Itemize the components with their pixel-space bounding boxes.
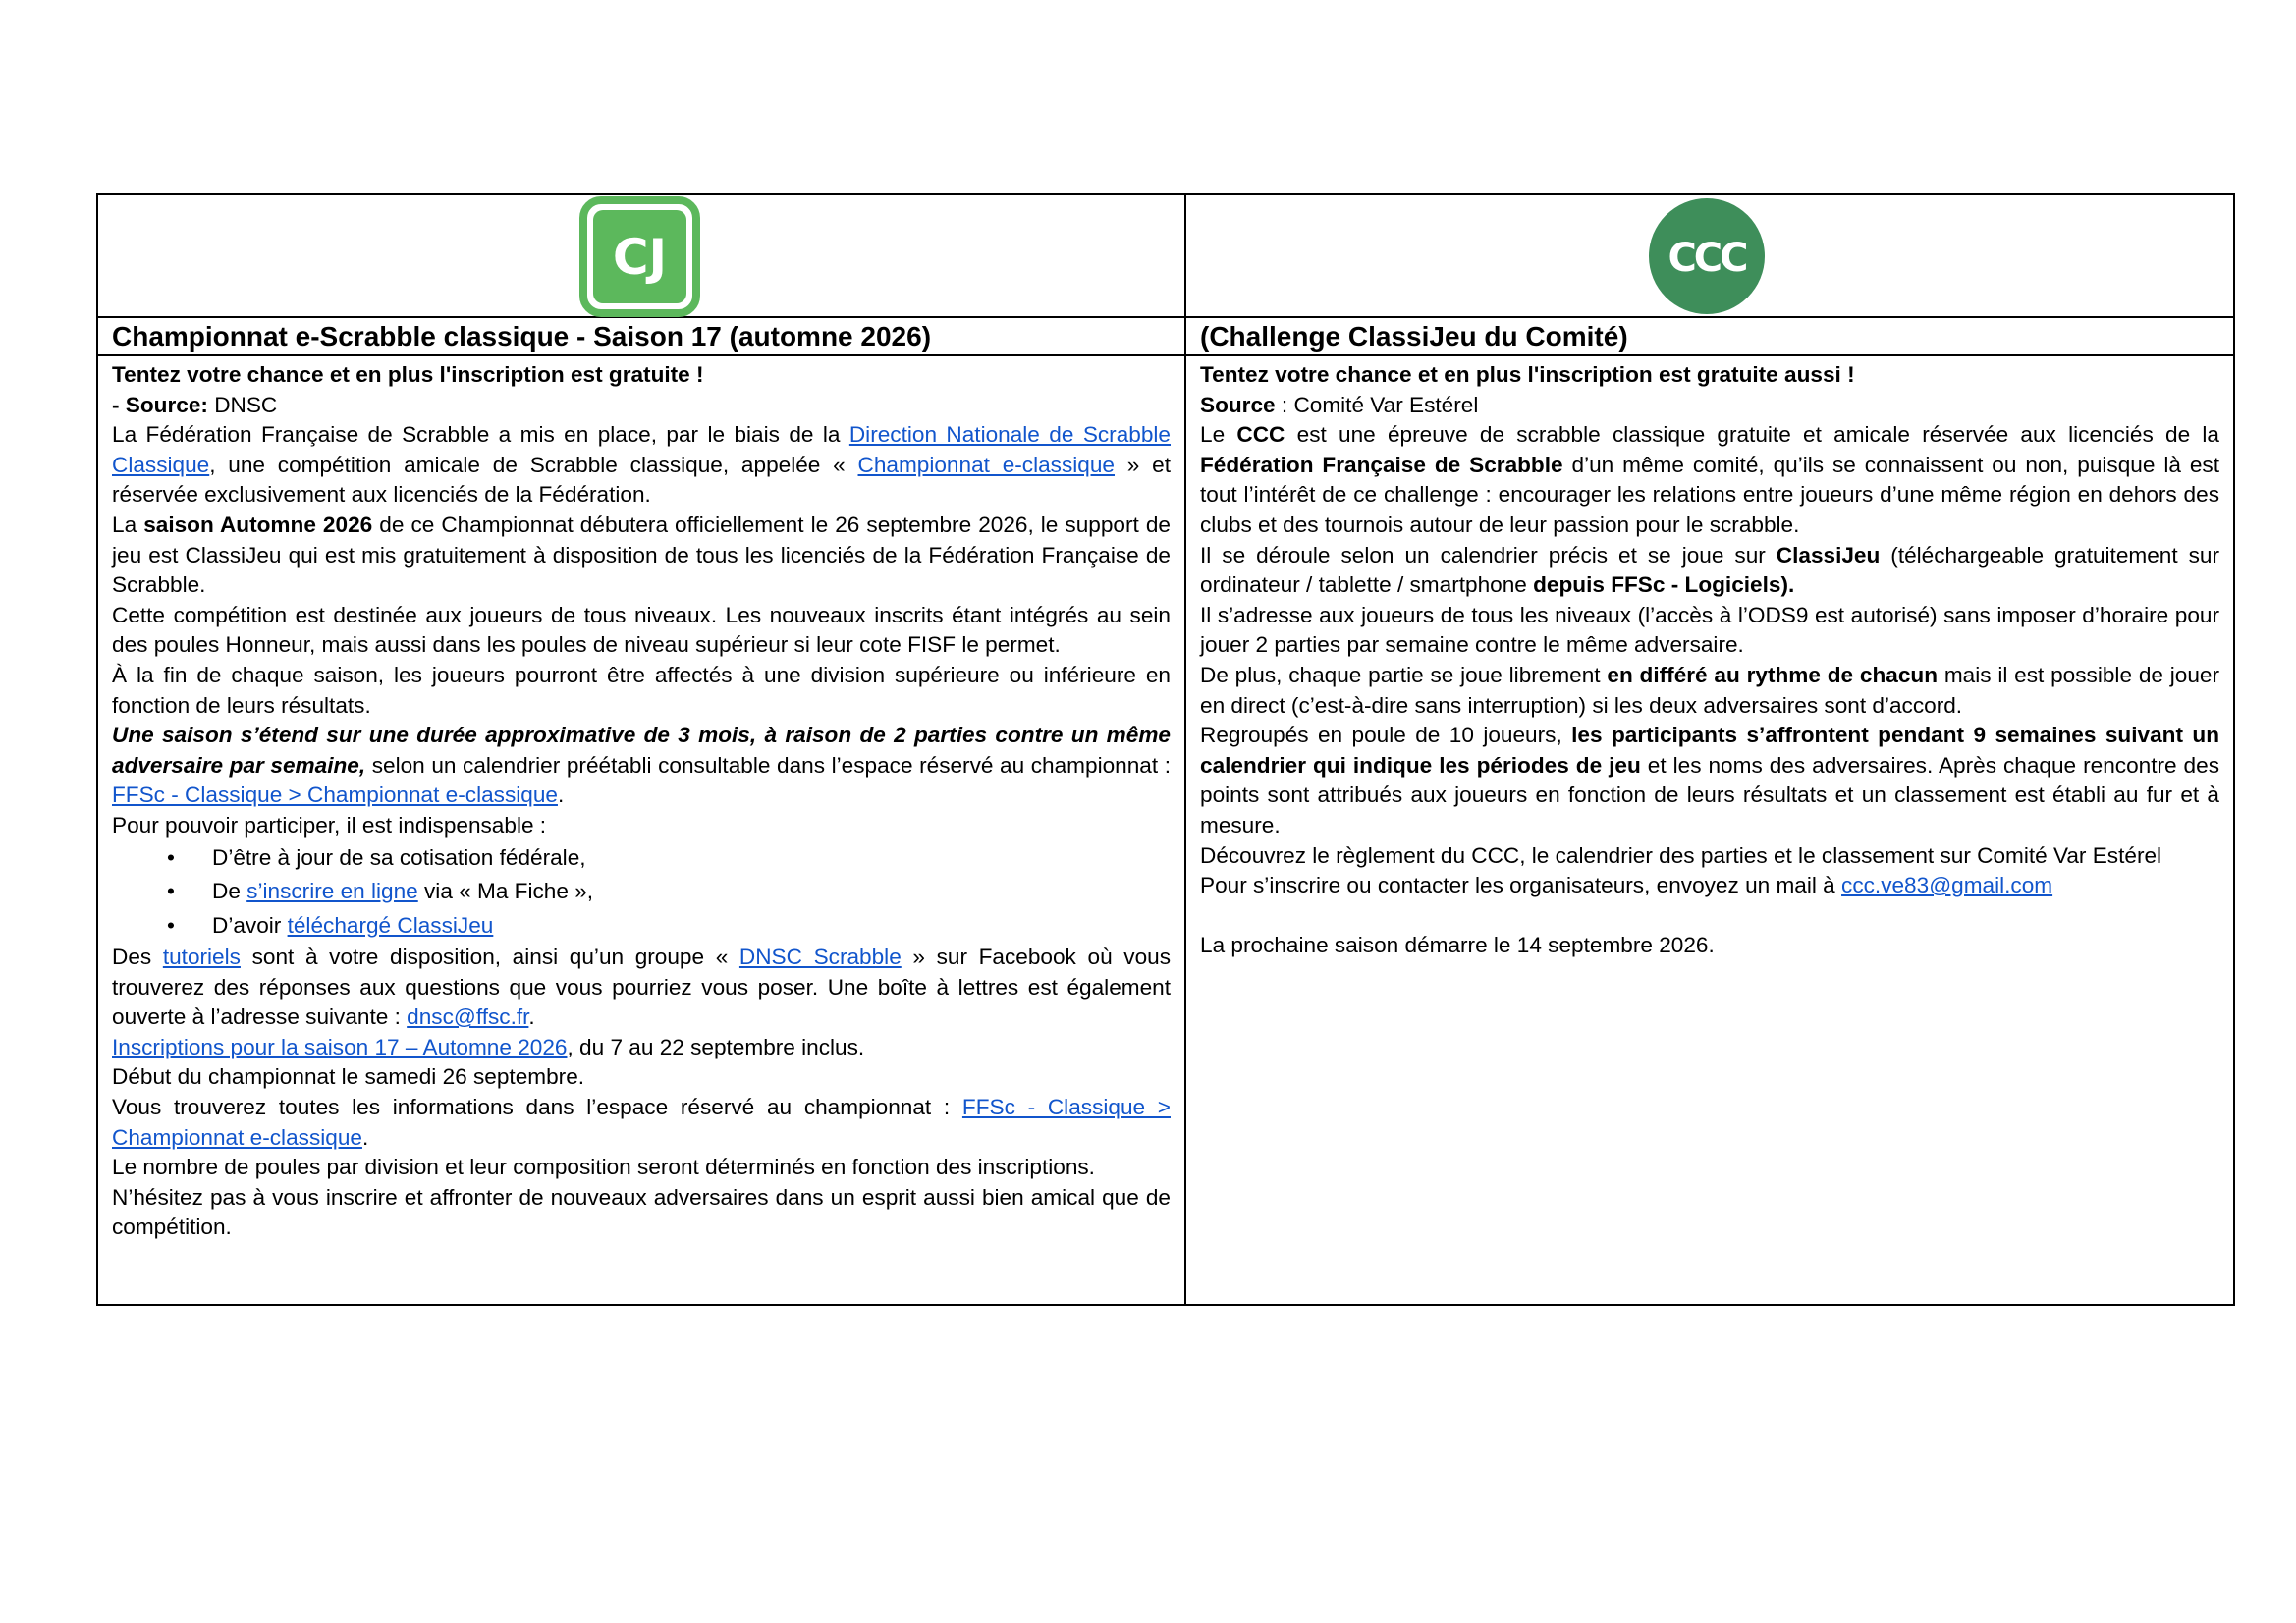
left-para-10: Vous trouverez toutes les informations dans l’espace réservé au championnat : FFSc - Classique > Championnat e-classique. [112, 1094, 1171, 1150]
ffsc-info-link[interactable]: FFSc - Classique > Championnat e-classique [112, 1094, 1171, 1150]
right-para-1: Le CCC est une épreuve de scrabble classique gratuite et amicale réservée aux licenciés de la Fédération Française de Scrabble d’un même comité, qu’ils se connaissent ou non, puisque là est tout l’intérêt de ce challenge : encourager les relations entre joueurs d’une même région en dehors des clubs et des tournois autour de leur passion pour le scrabble. [1200, 422, 2219, 537]
right-para-5: Regroupés en poule de 10 joueurs, les participants s’affrontent pendant 9 semaines suivant un calendrier qui indique les périodes de jeu et les noms des adversaires. Après chaque rencontre des points sont attribués aux joueurs en fonction de leurs résultats et un classement est établi au fur et à mesure. [1200, 723, 2219, 838]
left-para-11: Le nombre de poules par division et leur composition seront déterminés en fonction des inscriptions. [112, 1155, 1095, 1180]
left-para-1: La Fédération Française de Scrabble a mis en place, par le biais de la Direction Nationale de Scrabble Classique, une compétition amicale de Scrabble classique, appelée « Championnat e-classique » et réservée exclusivement aux licenciés de la Fédération. [112, 422, 1172, 508]
left-para-12: N’hésitez pas à vous inscrire et affronter de nouveaux adversaires dans un esprit aussi bien amical que de compétition. [112, 1184, 1171, 1240]
right-para-2: Il se déroule selon un calendrier précis et se joue sur ClassiJeu (téléchargeable gratuitement sur ordinateur / tablette / smartphone depuis FFSc - Logiciels). [1200, 542, 2219, 598]
left-para-6: Pour pouvoir participer, il est indispensable : [112, 812, 547, 838]
right-source: Source : Comité Var Estérel [1200, 392, 1479, 417]
right-para-4: De plus, chaque partie se joue librement en différé au rythme de chacun mais il est possible de jouer en direct (c’est-à-dire sans interruption) si les deux adversaires sont d’accord. [1200, 662, 2219, 718]
ffsc-calendar-link[interactable]: FFSc - Classique > Championnat e-classique [112, 783, 558, 808]
left-para-2: La saison Automne 2026 de ce Championnat débutera officiellement le 26 septembre 2026, le support de jeu est ClassiJeu qui est mis gratuitement à disposition de tous les licenciés de la Fédération Française de Scrabble. [112, 512, 1171, 598]
right-title: (Challenge ClassiJeu du Comité) [1185, 317, 2234, 355]
dnsc-email-link[interactable]: dnsc@ffsc.fr [407, 1004, 529, 1030]
cj-logo-text: CJ [612, 229, 668, 286]
list-item: • D’être à jour de sa cotisation fédérale, [212, 841, 1171, 876]
left-logo-cell [97, 194, 1185, 317]
left-source: - Source: DNSC [112, 392, 278, 417]
requirements-list [112, 841, 1171, 944]
right-body [1185, 355, 2234, 1305]
left-para-7: Des tutoriels sont à votre disposition, ainsi qu’un groupe « DNSC Scrabble » sur Facebook où vous trouverez des réponses aux questions que vous pourriez vous poser. Une boîte à lettres est également ouverte à l’adresse suivante : dnsc@ffsc.fr. [112, 945, 1171, 1030]
right-para-8: La prochaine saison démarre le 14 septembre 2026. [1200, 933, 1715, 958]
tutoriels-link[interactable]: tutoriels [162, 945, 241, 969]
spacer [1200, 901, 2219, 932]
info-table [96, 193, 2235, 1306]
left-title: Championnat e-Scrabble classique - Saison 17 (automne 2026) [97, 317, 1185, 355]
dnsc-facebook-link[interactable]: DNSC Scrabble [738, 945, 902, 969]
left-body [97, 355, 1185, 1305]
inscription-link[interactable]: s’inscrire en ligne [246, 879, 418, 903]
left-para-9: Début du championnat le samedi 26 septembre. [112, 1064, 585, 1090]
list-item: • D’avoir téléchargé ClassiJeu [212, 909, 1171, 944]
right-para-7: Pour s’inscrire ou contacter les organisateurs, envoyez un mail à ccc.ve83@gmail.com [1200, 873, 2053, 898]
left-para-4: À la fin de chaque saison, les joueurs pourront être affectés à une division supérieure ou inférieure en fonction de leurs résultats. [112, 662, 1171, 718]
left-tagline: Tentez votre chance et en plus l'inscription est gratuite ! [112, 362, 704, 387]
dnsc-link[interactable]: Direction Nationale de Scrabble Classique [112, 422, 1171, 477]
left-para-8: Inscriptions pour la saison 17 – Automne 2026, du 7 au 22 septembre inclus. [112, 1034, 865, 1059]
left-para-3: Cette compétition est destinée aux joueurs de tous niveaux. Les nouveaux inscrits étant intégrés au sein des poules Honneur, mais aussi dans les poules de niveau supérieur si leur cote FISF le permet. [112, 602, 1171, 658]
ccc-logo [1648, 197, 1766, 315]
cj-logo [579, 196, 700, 317]
right-logo-cell [1185, 194, 2234, 317]
download-classijeu-link[interactable]: téléchargé ClassiJeu [287, 912, 494, 938]
right-tagline: Tentez votre chance et en plus l'inscription est gratuite aussi ! [1200, 362, 1855, 387]
right-para-6: Découvrez le règlement du CCC, le calendrier des parties et le classement sur Comité Var Estérel [1200, 842, 2162, 868]
right-para-3: Il s’adresse aux joueurs de tous les niveaux (l’accès à l’ODS9 est autorisé) sans imposer d’horaire pour jouer 2 parties par semaine contre le même adversaire. [1200, 602, 2219, 658]
list-item: • De s’inscrire en ligne via « Ma Fiche », [212, 875, 1171, 909]
ccc-email-link[interactable]: ccc.ve83@gmail.com [1841, 873, 2053, 898]
left-para-5: Une saison s’étend sur une durée approximative de 3 mois, à raison de 2 parties contre un même adversaire par semaine, selon un calendrier préétabli consultable dans l’espace réservé au championnat : FFSc - Classique > Championnat e-classique. [112, 723, 1172, 808]
inscriptions-saison-link[interactable]: Inscriptions pour la saison 17 – Automne 2026 [112, 1034, 568, 1059]
championnat-link[interactable]: Championnat e-classique [857, 452, 1115, 477]
ccc-logo-text: CCC [1667, 236, 1746, 281]
